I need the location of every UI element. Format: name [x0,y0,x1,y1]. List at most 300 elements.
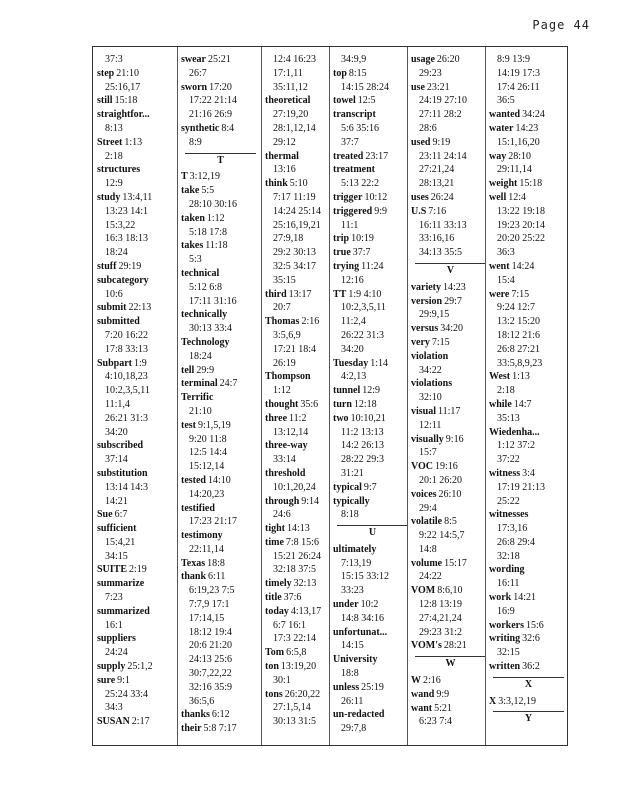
page-line-refs: 8:6,10 [437,585,463,597]
page-line-refs: 23:17 [365,150,389,162]
index-entry-continuation [181,626,260,640]
page-line-refs: 9:1 [117,674,130,686]
index-term: Tom [265,647,285,659]
index-entry [411,688,490,702]
index-entry-continuation [181,108,260,122]
index-entry-continuation [333,343,412,357]
index-entry-continuation [489,495,568,509]
page-line-refs: 11:17 [438,405,461,417]
page-line-refs: 34:20 [105,426,128,438]
page-line-refs: 4:13,17 [290,605,322,617]
index-entry [411,377,490,391]
index-entry-continuation [489,301,568,315]
letter-section-header [489,677,568,692]
index-entry-continuation [97,232,176,246]
index-entry [181,502,260,516]
index-term: VOM [411,585,436,597]
page-line-refs: 32:15 [497,647,520,659]
index-entry [181,336,260,350]
page-line-refs: 14:15 28:24 [341,81,390,93]
index-entry [489,191,568,205]
index-entry-continuation [411,612,490,626]
page-line-refs: 14:23 [515,122,539,134]
index-entry [489,398,568,412]
index-entry-continuation [489,246,568,260]
page-line-refs: 1:13 [124,136,143,148]
index-term: very [411,336,430,348]
index-entry-continuation [181,584,260,598]
index-entry [489,150,568,164]
index-entry-continuation [489,274,568,288]
page-line-refs: 16:1 [105,619,123,631]
index-entry [97,94,176,108]
index-term: work [489,592,512,604]
index-term: way [489,150,507,162]
index-entry [411,350,490,364]
page-line-refs: 28:22 29:3 [341,454,385,466]
page-line-refs: 35:15 [273,274,296,286]
index-term: structures [97,164,141,176]
index-term: version [411,295,443,307]
page-line-refs: 15:17 [444,557,467,569]
page-line-refs: 30:7,22,22 [189,668,232,680]
index-term: subcategory [97,274,149,286]
index-entry-continuation [333,122,412,136]
page-line-refs: 28:6 [419,122,437,134]
page-line-refs: 23:21 [426,81,450,93]
index-term: thermal [265,150,299,162]
index-term: submitted [97,316,140,328]
index-term: taken [181,212,205,224]
index-entry [489,260,568,274]
index-term: tight [265,523,285,535]
index-entry-continuation [97,426,176,440]
index-entry [181,570,260,584]
page-line-refs: 21:10 [116,67,140,79]
page-line-refs: 3:12,19 [189,171,220,183]
index-entry-continuation [97,205,176,219]
index-entry-continuation [333,136,412,150]
index-entry [181,708,260,722]
page-line-refs: 28:13,21 [419,178,455,190]
page-line-refs: 7:15 [431,336,450,348]
page-line-refs: 29:19 [118,260,142,272]
index-term: X [489,695,497,707]
section-letter: Y [524,713,533,725]
index-term: sworn [181,81,208,93]
page-line-refs: 20:7 [273,302,291,314]
index-entry [181,364,260,378]
index-entry [411,557,490,571]
page-line-refs: 3:5,6,9 [273,329,301,341]
page-line-refs: 36:2 [522,661,540,673]
index-term: Wiedenha... [489,426,540,438]
index-entry [181,184,260,198]
index-entry [333,67,412,81]
page-line-refs: 4:2,13 [341,371,367,383]
index-entry [489,177,568,191]
page-line-refs: 11:2 [289,412,307,424]
page-line-refs: 8:18 [341,509,359,521]
page-line-refs: 26:11 [341,695,364,707]
page-line-refs: 1:13 [512,371,530,383]
index-entry-continuation [181,653,260,667]
index-entry-continuation [411,177,490,191]
page-line-refs: 25:1,2 [127,661,153,673]
index-entry-continuation [411,419,490,433]
index-entry-continuation [181,515,260,529]
page-line-refs: 12:4 16:23 [273,54,317,65]
index-term: through [265,495,300,507]
page-line-refs: 6:7 16:1 [273,619,307,631]
index-entry [333,543,412,557]
page-line-refs: 28:10 30:16 [189,198,238,210]
index-entry-continuation [181,405,260,419]
index-term: top [333,67,347,79]
page-line-refs: 37:7 [352,247,371,259]
index-entry-continuation [333,508,412,522]
index-term: turn [333,398,352,410]
index-entry-continuation [97,619,176,633]
page-line-refs: 17:4 26:11 [497,81,540,93]
index-term: suppliers [97,633,136,645]
page-line-refs: 26:20,22 [284,688,321,700]
index-term: true [333,247,351,259]
page-line-refs: 26:10 [438,488,462,500]
index-entry [333,357,412,371]
index-term: Technology [181,336,230,348]
index-entry [97,632,176,646]
page-line-refs: 37:6 [283,592,302,604]
index-entry-continuation [489,646,568,660]
page-line-refs: 18:8 [207,557,225,569]
index-entry [333,260,412,274]
page-line-refs: 4:10,18,23 [105,371,148,383]
page-line-refs: 13:14 14:3 [105,481,149,493]
page-line-refs: 17:22 21:14 [189,95,238,107]
index-term: thought [265,398,299,410]
page-line-refs: 16:11 33:13 [419,219,467,231]
page-line-refs: 34:13 35:5 [419,247,463,259]
index-entry [411,702,490,716]
page-line-refs: 9:7 [363,481,377,493]
index-entry-continuation [489,522,568,536]
index-entry-continuation [181,281,260,295]
index-entry [411,136,490,150]
page-line-refs: 14:23 [443,281,466,293]
page-line-refs: 5:21 [434,702,452,714]
page-line-refs: 14:8 [419,543,437,555]
page-line-refs: 9:24 12:7 [497,302,536,314]
page-line-refs: 35:6 [300,398,319,410]
page-line-refs: 9:22 14:5,7 [419,530,465,542]
page-line-refs: 13:4,11 [122,191,153,203]
page-line-refs: 29:11,14 [497,164,532,176]
index-entry-continuation [333,315,412,329]
index-entry-continuation [489,163,568,177]
index-entry [97,522,176,536]
index-term: writing [489,633,521,645]
page-line-refs: 15:1,16,20 [497,136,540,148]
page-line-refs: 17:21 18:4 [273,343,317,355]
index-entry [97,260,176,274]
index-term: today [265,605,289,617]
index-term: wanted [489,109,521,121]
index-entry [181,212,260,226]
index-entry-continuation [97,495,176,509]
index-entry-continuation [489,81,568,95]
page-line-refs: 17:3,16 [497,523,528,535]
index-term: TT [333,288,347,300]
index-entry-continuation [489,343,568,357]
page-line-refs: 9:9 [374,205,388,217]
index-entry [97,315,176,329]
page-line-refs: 14:15 [341,640,364,652]
page-line-refs: 24:22 [419,571,442,583]
page-line-refs: 10:2 [360,599,379,611]
page-line-refs: 20:6 21:20 [189,640,233,652]
page-line-refs: 5:10 [289,178,308,190]
page-line-refs: 2:18 [497,385,515,397]
index-entry-continuation [333,639,412,653]
page-line-refs: 20:20 25:22 [497,233,546,245]
page-line-refs: 25:16,17 [105,81,141,93]
index-entry-continuation [181,295,260,309]
page-line-refs: 8:13 [105,122,123,134]
index-term: sure [97,674,116,686]
index-entry [97,467,176,481]
page-line-refs: 27:19,20 [273,109,309,121]
index-entry-continuation [333,584,412,598]
index-entry-continuation [489,315,568,329]
index-entry [97,605,176,619]
page-line-refs: 14:20,23 [189,488,225,500]
page-line-refs: 13:19,20 [280,661,317,673]
page-line-refs: 8:4 [221,122,235,134]
page-line-refs: 24:24 [105,647,128,659]
index-entry-continuation [181,612,260,626]
index-entry-continuation [97,150,176,164]
index-entry-continuation [333,53,412,67]
index-entry [333,163,412,177]
index-entry-continuation [489,94,568,108]
index-entry-continuation [181,136,260,150]
index-entry-continuation [97,219,176,233]
index-entry-continuation [411,232,490,246]
letter-section-header [411,263,490,278]
index-entry-continuation [333,667,412,681]
index-entry-continuation [333,557,412,571]
index-term: Texas [181,557,206,569]
index-entry-continuation [333,301,412,315]
page-line-refs: 25:22 [497,495,520,507]
page-line-refs: 35:11,12 [273,81,308,93]
page-line-refs: 10:12 [364,191,388,203]
index-entry-continuation [181,350,260,364]
page-line-refs: 26:8 29:4 [497,536,536,548]
page-line-refs: 17:11 31:16 [189,295,237,307]
index-term: well [489,191,507,203]
index-entry-continuation [333,722,412,736]
page-line-refs: 11:1 [341,219,359,231]
index-entry [411,515,490,529]
section-letter: V [446,264,455,276]
index-term: water [489,122,514,134]
page-line-refs: 14:19 17:3 [497,67,541,79]
index-term: takes [181,240,204,252]
index-entry-continuation [97,412,176,426]
index-entry [411,53,490,67]
index-entry [333,150,412,164]
page-line-refs: 2:17 [131,716,150,728]
index-entry [181,53,260,67]
index-entry [333,232,412,246]
index-entry-continuation [97,591,176,605]
page-line-refs: 7:23 [105,592,123,604]
index-entry-continuation [97,453,176,467]
index-entry-continuation [97,246,176,260]
page-line-refs: 7:20 16:22 [105,329,149,341]
index-entry-continuation [489,453,568,467]
index-term: take [181,185,200,197]
page-line-refs: 12:5 14:4 [189,447,228,459]
index-column-5 [411,53,490,739]
letter-section-header [333,525,412,540]
page-line-refs: 26:7 [189,67,207,79]
index-entry [97,163,176,177]
index-entry [97,191,176,205]
page-line-refs: 14:7 [513,398,532,410]
column-divider [261,47,262,745]
section-letter: T [217,154,224,166]
index-entry [333,598,412,612]
index-entry-continuation [489,357,568,371]
index-term: versus [411,323,439,335]
index-term: three-way [265,440,308,452]
index-term: while [489,398,512,410]
index-term: supply [97,661,126,673]
index-entry-continuation [181,695,260,709]
index-entry-continuation [489,412,568,426]
page-line-refs: 29:9 [196,364,215,376]
index-entry [333,246,412,260]
index-term: want [411,702,433,714]
index-entry [489,695,568,709]
page-line-refs: 12:9 [105,178,123,190]
index-entry-continuation [411,150,490,164]
index-entry-continuation [489,205,568,219]
index-entry [181,419,260,433]
index-entry [489,467,568,481]
page-line-refs: 34:20 [440,323,464,335]
index-entry-continuation [333,177,412,191]
page-line-refs: 15:6 [526,619,544,631]
page-line-refs: 31:21 [341,467,364,479]
index-entry [97,301,176,315]
index-term: Thompson [265,371,311,383]
page-line-refs: 24:13 25:6 [189,654,233,666]
page-line-refs: 18:24 [189,350,212,362]
page-line-refs: 6:19,23 7:5 [189,585,235,597]
index-term: think [265,178,288,190]
index-term: volatile [411,516,443,528]
page-line-refs: 15:4 [497,274,515,286]
index-entry [489,591,568,605]
page-line-refs: 12:11 [419,419,442,431]
index-entry [489,108,568,122]
index-term: submit [97,302,127,314]
index-term: uses [411,191,429,203]
index-entry-continuation [97,550,176,564]
page-line-refs: 29:23 31:2 [419,626,463,638]
page-line-refs: 5:3 [189,254,202,266]
index-term: substitution [97,467,148,479]
index-entry [97,67,176,81]
index-term: third [265,288,287,300]
index-entry [333,653,412,667]
index-entry [181,267,260,281]
page-line-refs: 1:12 37:2 [497,440,536,452]
page-line-refs: 26:8 27:21 [497,343,541,355]
page-line-refs: 32:13 [293,578,317,590]
index-column-4 [333,53,412,739]
page-line-refs: 1:12 [273,385,291,397]
page-line-refs: 34:15 [105,550,128,562]
index-term: synthetic [181,122,220,134]
index-term: tell [181,364,195,376]
index-column-2 [181,53,260,739]
index-term: unfortunat... [333,626,388,638]
index-term: violations [411,378,453,390]
index-entry-continuation [97,688,176,702]
page-line-refs: 15:15 33:12 [341,571,390,583]
page-line-refs: 29:9,15 [419,309,450,321]
page-line-refs: 10:2,3,5,11 [341,302,386,314]
index-term: study [97,191,121,203]
word-index-table [92,46,568,746]
index-entry-continuation [181,488,260,502]
index-entry-continuation [97,288,176,302]
page-line-refs: 7:15 [511,288,530,300]
index-term: technically [181,309,228,321]
page-line-refs: 29:12 [273,136,296,148]
index-entry-continuation [97,481,176,495]
index-entry [411,639,490,653]
page-line-refs: 30:13 33:4 [189,323,233,335]
column-divider [485,47,486,745]
index-term: title [265,592,282,604]
index-entry [181,239,260,253]
page-line-refs: 25:16,19,21 [273,219,321,231]
section-letter: X [524,678,533,690]
page-line-refs: 33:5,8,9,23 [497,357,543,369]
page-line-refs: 2:16 [423,675,441,687]
page-line-refs: 1:12 [206,212,225,224]
page-line-refs: 26:20 [436,54,460,65]
index-entry [411,674,490,688]
index-entry [411,281,490,295]
index-entry [333,495,412,509]
index-entry-continuation [181,598,260,612]
index-term: SUITE [97,564,128,576]
index-term: under [333,599,359,611]
index-term: their [181,723,202,735]
index-entry-continuation [181,460,260,474]
page-line-refs: 32:16 35:9 [189,681,233,693]
index-entry [333,205,412,219]
page-line-refs: 22:11,14 [189,543,224,555]
index-entry-continuation [181,639,260,653]
